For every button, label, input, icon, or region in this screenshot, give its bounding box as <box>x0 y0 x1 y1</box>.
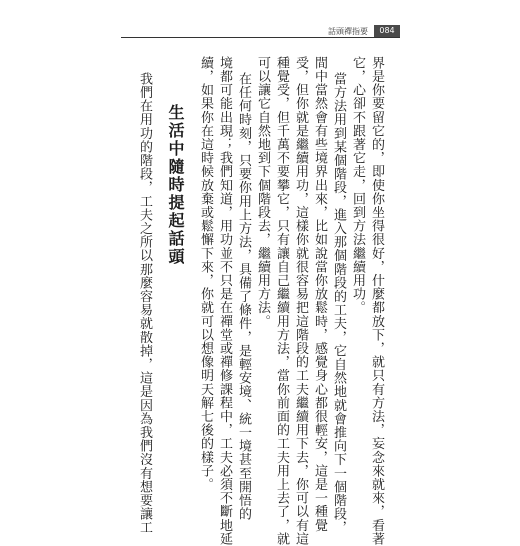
text-column: 間中當然會有些境界出來，比如說當你放鬆時，感覺身心都很輕安，這是一種覺 <box>312 56 327 532</box>
text-column: 我們在用功的階段，工夫之所以那麼容易就散掉，這是因為我們沒有想要讓工 <box>137 72 152 535</box>
running-header-title: 話頭禪指要 <box>328 27 368 36</box>
text-column: 境都可能出現；我們知道，用功並不只是在禪堂或禪修課程中，工夫必須不斷地延 <box>217 56 232 546</box>
header-rule <box>121 37 400 38</box>
text-column: 當方法用到某個階段，進入那個階段的工夫，它自然地就會推向下一個階段， <box>331 72 346 535</box>
text-column: 種覺受，但千萬不要攀它，只有讓自己繼續用方法，當你前面的工夫用上去了，就 <box>274 56 289 546</box>
page-number-badge: 084 <box>374 25 400 37</box>
text-column: 界是你要留它的，即使你坐得很好，什麼都放下，就只有方法，妄念來就來，看著 <box>369 56 384 546</box>
text-column: 受，但你就是繼續用功，這樣你就很容易把這階段的工夫繼續用下去，你可以有這 <box>293 56 308 546</box>
section-heading: 生活中隨時提起話頭 <box>166 104 185 266</box>
text-column: 在任何時刻，只要你用上方法，具備了條件，是輕安境、統一境甚至開悟的 <box>236 72 251 521</box>
text-column: 續，如果你在這時候放棄或鬆懈下來，你就可以想像明天解七後的樣子。 <box>198 56 213 492</box>
text-column: 它，心卻不跟著它走，回到方法繼續用功。 <box>350 56 365 315</box>
text-column: 可以讓它自然地到下個階段去，繼續用方法。 <box>255 56 270 328</box>
